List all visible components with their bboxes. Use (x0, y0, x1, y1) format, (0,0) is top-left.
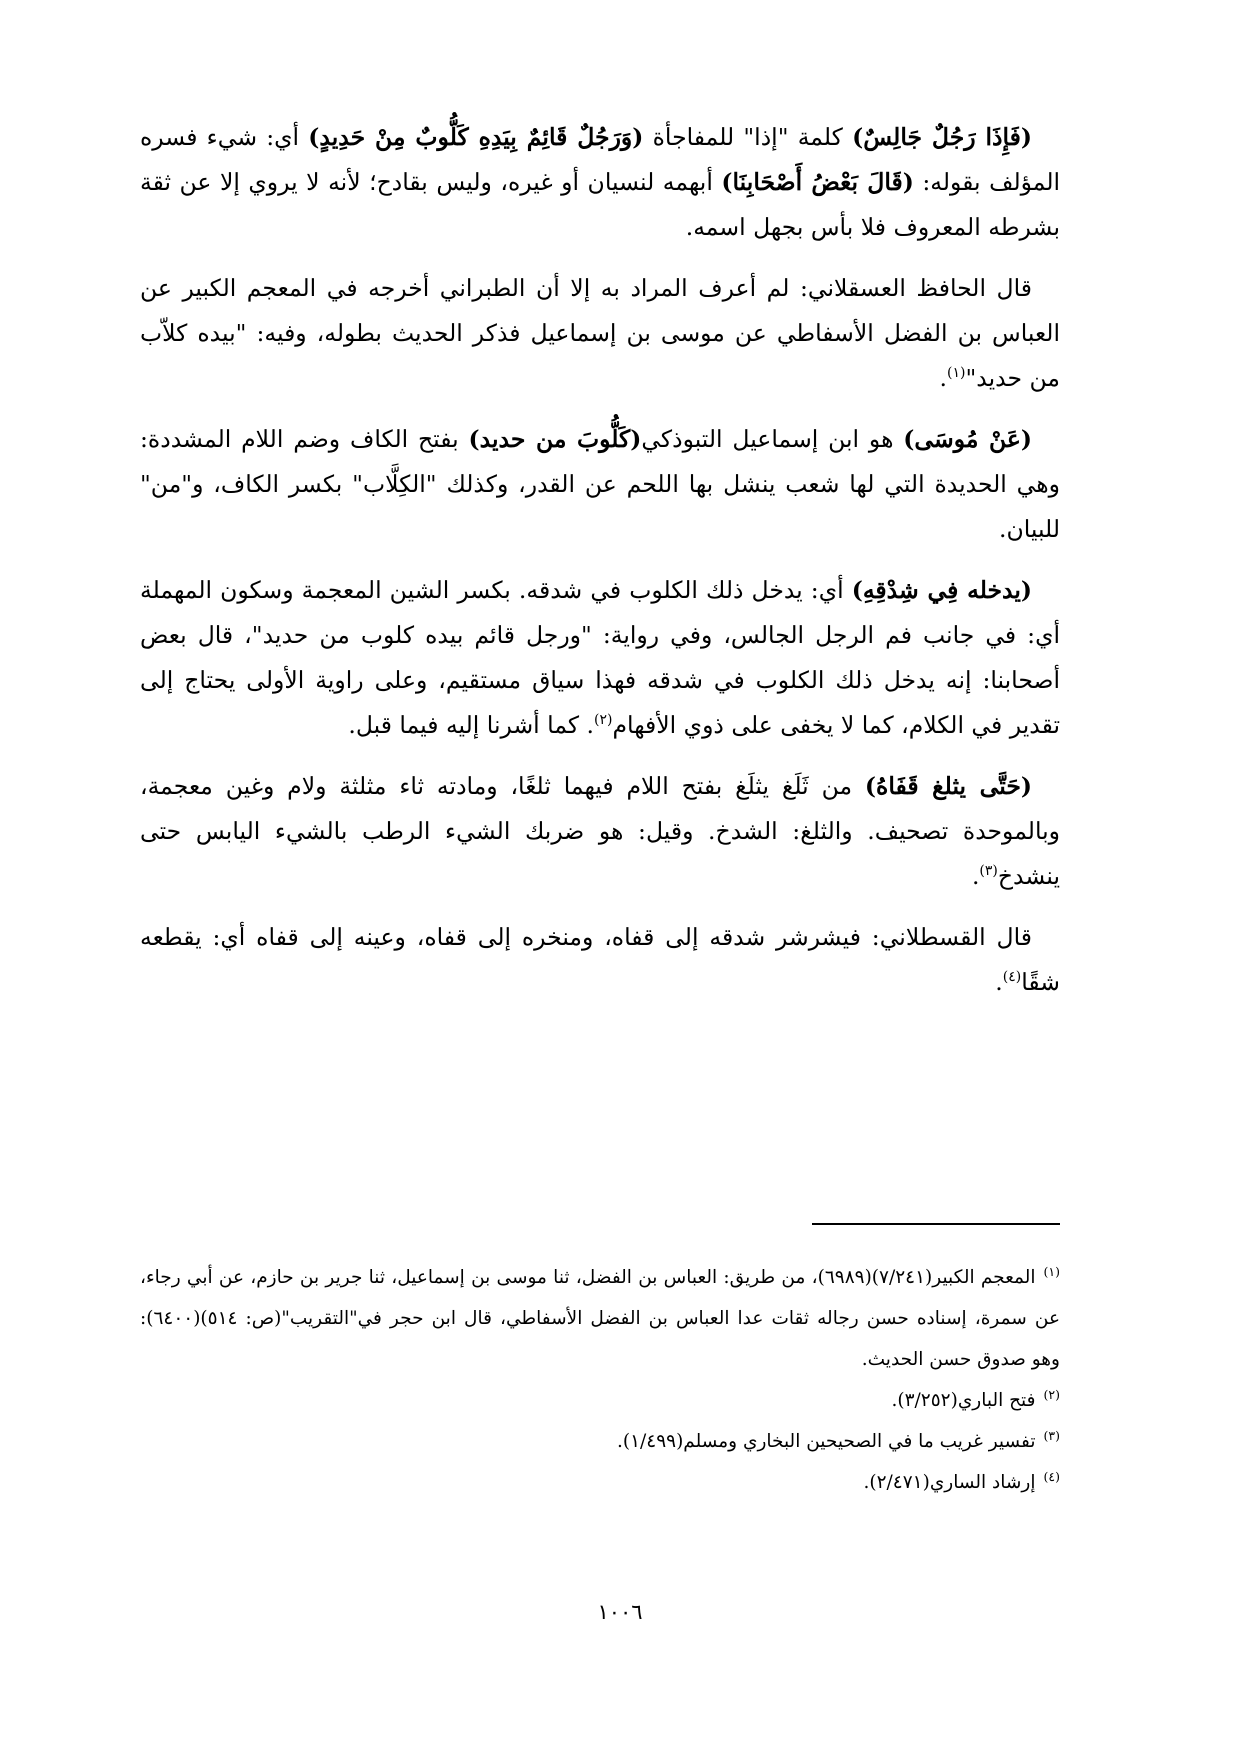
segment: (حَتَّى يثلغ قَفَاهُ) (864, 772, 1032, 800)
footnote-2 (140, 1380, 1060, 1421)
main-text (140, 115, 1060, 1021)
footnote-1 (140, 1257, 1060, 1380)
footnote-text: تفسير غريب ما في الصحيحين البخاري ومسلم(١/٤٩٩). (617, 1431, 1036, 1452)
footnote-4 (140, 1462, 1060, 1503)
segment: . (939, 364, 948, 392)
segment: (كَلُّوبَ من حديد) (468, 425, 642, 453)
paragraph-2 (140, 266, 1060, 401)
paragraph-5 (140, 764, 1060, 899)
footnote-3 (140, 1421, 1060, 1462)
footnote-number: (٣) (1043, 1427, 1060, 1443)
segment: (عَنْ مُوسَى) (903, 425, 1032, 453)
segment: كلمة "إذا" للمفاجأة (643, 123, 853, 151)
segment: . (971, 862, 980, 890)
segment: (وَرَجُلٌ قَائِمٌ بِيَدِهِ كَلُّوبٌ مِنْ حَدِيدٍ) (308, 123, 644, 151)
footnotes (140, 1257, 1060, 1503)
paragraph-6 (140, 915, 1060, 1005)
footnote-ref-4: (٤) (1002, 969, 1022, 986)
segment: من ثَلَغ يثلَغ بفتح اللام فيهما ثلغًا، ومادته ثاء مثلثة ولام وغين معجمة، وبالموحدة تصحيف. والثلغ: الشدخ. وقيل: هو ضربك الشيء الرطب بالشيء اليابس حتى ينشدخ (140, 772, 1060, 890)
segment: هو ابن إسماعيل التبوذكي (641, 425, 904, 453)
segment: بفتح الكاف وضم اللام المشددة: وهي الحديدة التي لها شعب ينشل بها اللحم عن القدر، وكذلك "الكِلَّاب" بكسر الكاف، و"من" للبيان. (140, 425, 1060, 543)
segment: أي: يدخل ذلك الكلوب في شدقه. بكسر الشين المعجمة وسكون المهملة أي: في جانب فم الرجل الجالس، وفي رواية: "ورجل قائم بيده كلوب من حديد"، قال بعض أصحابنا: إنه يدخل ذلك الكلوب في شدقه فهذا سياق مستقيم، وعلى راوية الأولى يحتاج إلى تقدير في الكلام، كما لا يخفى على ذوي الأفهام (140, 576, 1060, 739)
footnote-separator (812, 1223, 1060, 1225)
paragraph-1 (140, 115, 1060, 250)
segment: قال الحافظ العسقلاني: لم أعرف المراد به إلا أن الطبراني أخرجه في المعجم الكبير عن العباس بن الفضل الأسفاطي عن موسى بن إسماعيل فذكر الحديث بطوله، وفيه: "بيده كلاّب من حديد" (140, 274, 1060, 392)
footnote-number: (٢) (1043, 1386, 1060, 1402)
segment: (يدخله فِي شِدْقِهِ) (851, 576, 1032, 604)
paragraph-3 (140, 417, 1060, 552)
footnote-text: فتح الباري(٣/٢٥٢). (891, 1390, 1036, 1411)
segment: أي: شيء فسره المؤلف بقوله: (140, 123, 1061, 196)
segment: . كما أشرنا إليه فيما قبل. (348, 711, 595, 739)
footnote-number: (٤) (1043, 1468, 1060, 1484)
paragraph-4 (140, 568, 1060, 748)
footnote-ref-3: (٣) (979, 863, 998, 880)
segment: (قَالَ بَعْضُ أَصْحَابِنَا) (721, 168, 914, 196)
footnote-text: المعجم الكبير(٧/٢٤١)(٦٩٨٩)، من طريق: العباس بن الفضل، ثنا موسى بن إسماعيل، ثنا جرير بن حازم، عن أبي رجاء، عن سمرة، إسناده حسن رجاله ثقات عدا العباس بن الفضل الأسفاطي، قال ابن حجر في"التقريب"(ص: ٥١٤)(٦٤٠٠): وهو صدوق حسن الحديث. (140, 1267, 1060, 1370)
segment: أبهمه لنسيان أو غيره، وليس بقادح؛ لأنه لا يروي إلا عن ثقة بشرطه المعروف فلا بأس بجهل اسمه. (140, 168, 1060, 241)
footnote-text: إرشاد الساري(٢/٤٧١). (863, 1472, 1036, 1493)
page-number: ١٠٠٦ (597, 1600, 643, 1624)
footnote-ref-1: (١) (947, 365, 966, 382)
footnote-number: (١) (1043, 1263, 1060, 1279)
footnote-ref-2: (٢) (594, 712, 613, 729)
segment: (فَإِذَا رَجُلٌ جَالِسٌ) (852, 123, 1033, 151)
segment: قال القسطلاني: فيشرشر شدقه إلى قفاه، ومنخره إلى قفاه، وعينه إلى قفاه أي: يقطعه شقًا (140, 923, 1060, 996)
segment: . (995, 968, 1003, 996)
